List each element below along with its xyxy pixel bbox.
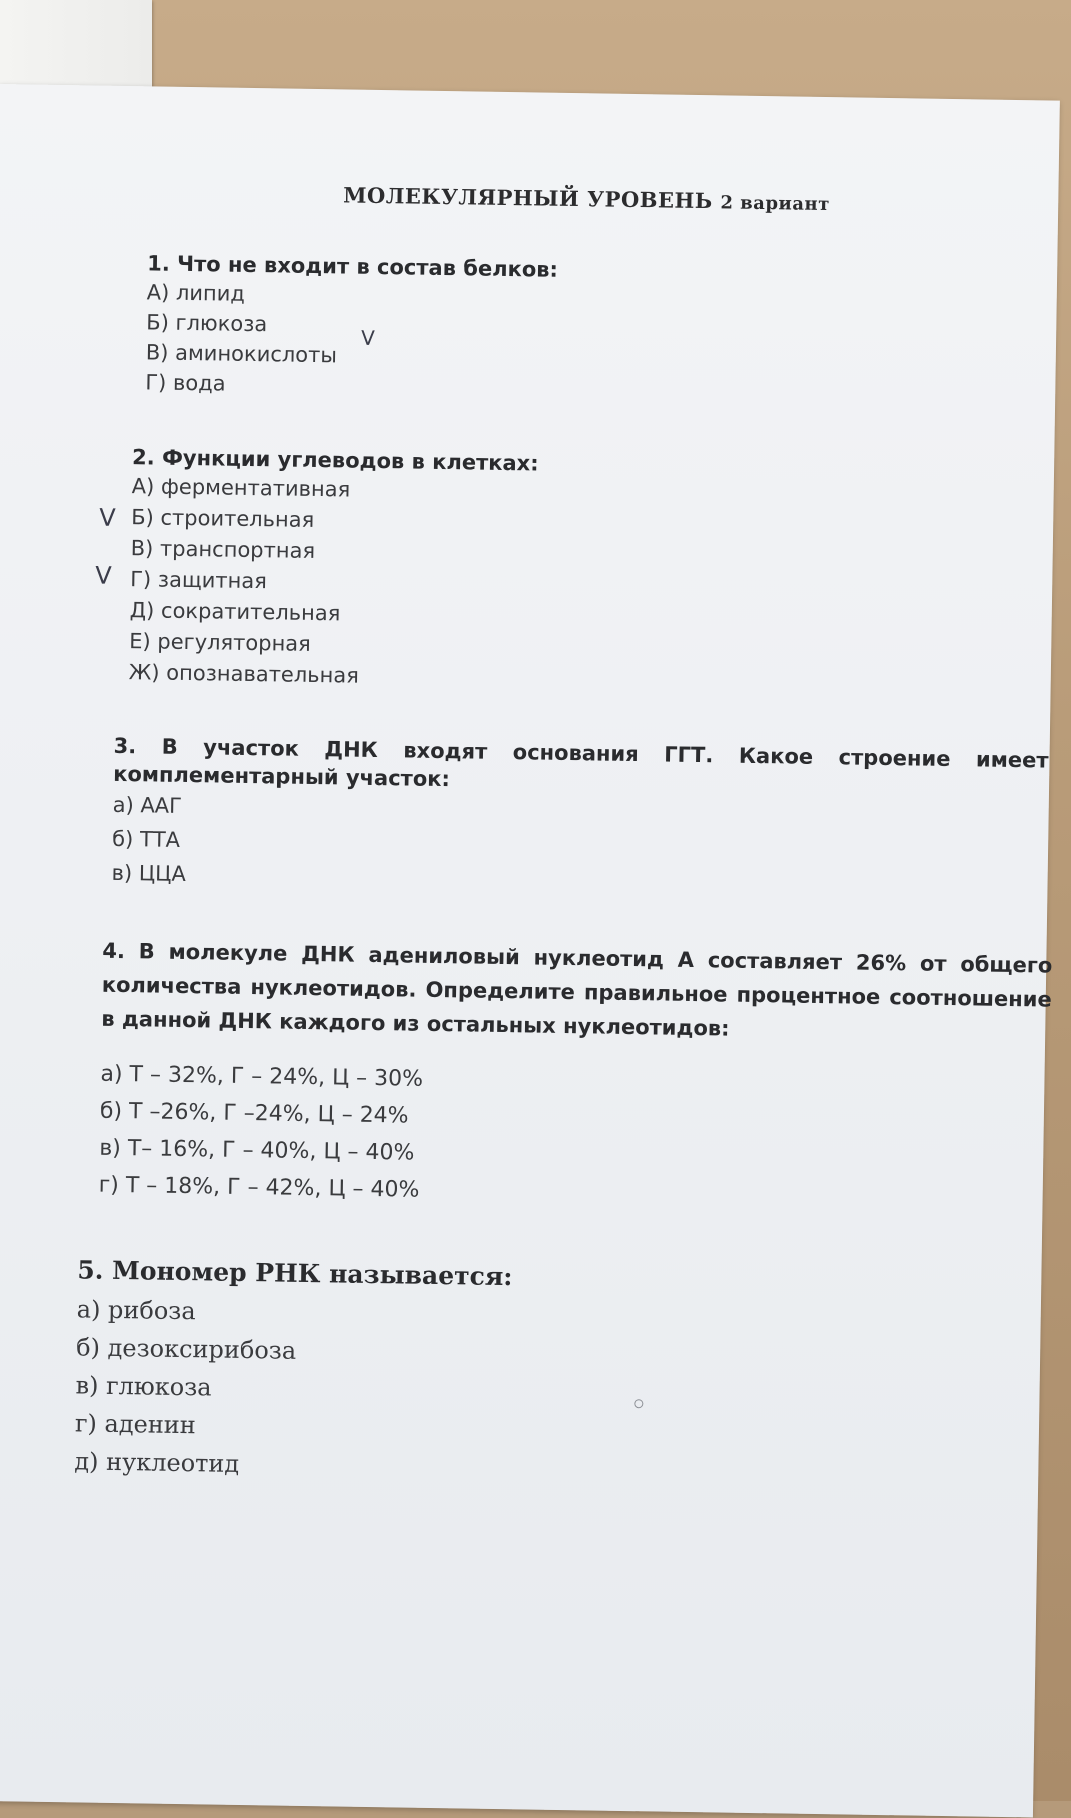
option-d: г) Т – 18%, Г – 42%, Ц – 40% [98,1172,420,1203]
option-b: б) ТТА [111,826,181,852]
option-list [74,1290,512,1487]
option-e: д) нуклеотид [74,1447,240,1478]
question-3 [111,732,1048,905]
question-title: 4. В молекуле ДНК адениловый нуклеотид А составляет 26% от общего количества нуклеотидов. Определите правильное процентное соотношение в данной ДНК каждого из остальных нуклеотидов: [101,938,1053,1041]
question-title: 2. Функции углеводов в клетках: [131,445,539,476]
question-title: 5. Мономер РНК называется: [77,1255,513,1292]
title-suffix: 2 вариант [720,192,830,216]
option-a: А) липид [146,280,246,306]
option-a: а) Т – 32%, Г – 24%, Ц – 30% [100,1061,424,1092]
option-b: Б) глюкоза [146,310,268,337]
option-a: а) ААГ [112,792,183,818]
question-2 [129,443,539,694]
option-list [98,1056,1050,1219]
question-4 [98,934,1052,1219]
handwritten-check-mark: V [360,325,375,350]
option-c: В) транспортная [130,536,316,564]
underlying-paper [0,0,152,95]
option-c: В) аминокислоты [145,340,338,368]
option-d: Г) защитная [130,567,268,594]
title-main: МОЛЕКУЛЯРНЫЙ УРОВЕНЬ [343,182,713,214]
option-b: Б) строительная [131,505,315,532]
worksheet-title [343,182,830,215]
option-c: в) Т– 16%, Г – 40%, Ц – 40% [99,1135,415,1166]
handwritten-check-mark: V [98,503,116,532]
option-d: Г) вода [145,370,226,396]
option-a: А) ферментативная [131,474,351,502]
question-5 [74,1254,513,1487]
option-f: Е) регуляторная [129,629,311,656]
worksheet [0,84,1060,1817]
stray-dot-mark [634,1399,643,1408]
option-g: Ж) опознавательная [128,660,360,688]
option-c: в) глюкоза [75,1371,212,1402]
option-list [145,277,558,403]
question-title: 3. В участок ДНК входят основания ГГТ. Какое строение имеет комплементарный участок: [112,733,1049,792]
option-a: а) рибоза [76,1295,196,1326]
option-c: в) ЦЦА [111,860,187,887]
option-list [129,471,539,694]
option-e: Д) сократительная [129,598,341,626]
option-b: б) Т –26%, Г –24%, Ц – 24% [99,1098,409,1129]
option-d: г) аденин [74,1409,197,1440]
question-1 [145,249,558,403]
handwritten-check-mark: V [95,561,112,590]
question-title: 1. Что не входит в состав белков: [147,251,559,282]
option-b: б) дезоксирибоза [75,1333,297,1365]
option-list [111,788,1047,905]
